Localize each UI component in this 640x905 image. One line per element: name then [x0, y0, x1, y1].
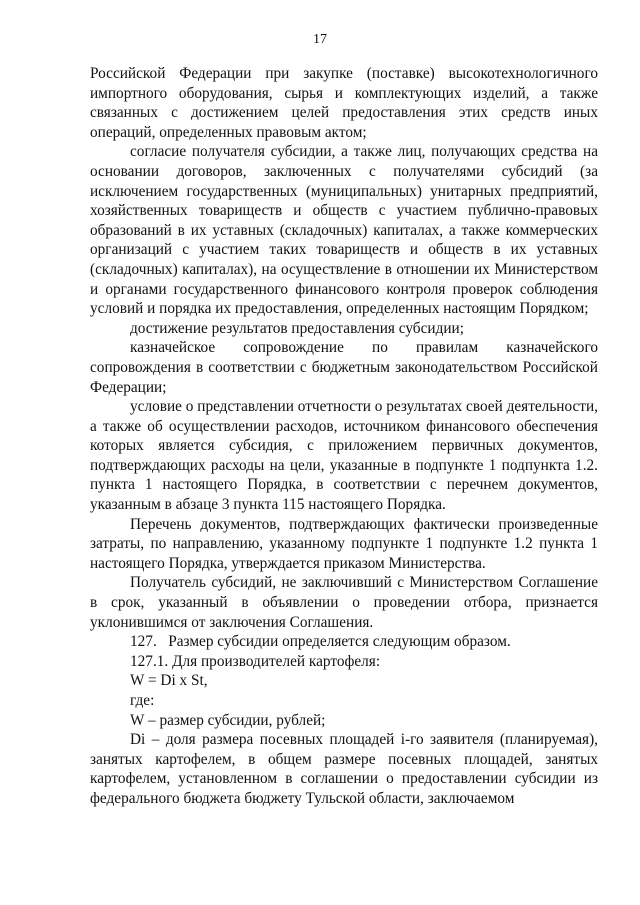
- paragraph-1: Российской Федерации при закупке (поставке) высокотехнологичного импортного оборудования, сырья и комплектующих изделий, а также связанных с достижением целей предоставления этих средств иных операций, определенных правовым актом;: [90, 65, 598, 141]
- page-number: 17: [313, 32, 327, 47]
- paragraph-2: согласие получателя субсидии, а также лиц, получающих средства на основании договоров, заключенных с получателями субсидий (за исключением государственных (муниципальных) унитарных предприятий, хозяйственных товариществ и обществ с участием публично-правовых образований в их уставных (складочных) капиталах, а также коммерческих организаций с участием таких товариществ и обществ в их уставных (складочных) капиталах), на осуществление в отношении их Министерством и органами государственного финансового контроля проверок соблюдения условий и порядка их предоставления, определенных настоящим Порядком;: [90, 143, 598, 318]
- paragraph-13: Di – доля размера посевных площадей i-го заявителя (планируемая), занятых картофелем, в общем размере посевных площадей, занятых картофелем, установленном в соглашении о предоставлении субсидии из федерального бюджета бюджету Тульской области, заключаемом: [90, 731, 598, 807]
- paragraph-7: Получатель субсидий, не заключивший с Министерством Соглашение в срок, указанный в объявлении о проведении отбора, признается уклонившимся от заключения Соглашения.: [90, 574, 598, 631]
- paragraph-3: достижение результатов предоставления субсидии;: [130, 319, 464, 337]
- paragraph-4: казначейское сопровождение по правилам казначейского сопровождения в соответствии с бюджетным законодательством Российской Федерации;: [90, 339, 598, 396]
- paragraph-8: 127. Размер субсидии определяется следующим образом.: [130, 633, 511, 651]
- paragraph-9: 127.1. Для производителей картофеля:: [130, 652, 381, 670]
- paragraph-6: Перечень документов, подтверждающих фактически произведенные затраты, по направлению, указанному подпункте 1 подпункте 1.2 пункта 1 настоящего Порядка, утверждается приказом Министерства.: [90, 515, 598, 572]
- document-body: [90, 64, 598, 809]
- paragraph-5: условие о представлении отчетности о результатах своей деятельности, а также об осуществлении расходов, источником финансового обеспечения которых является субсидия, с приложением первичных документов, подтверждающих расходы на цели, указанные в подпункте 1 подпункта 1.2. пункта 1 настоящего Порядка, в соответствии с перечнем документов, указанным в абзаце 3 пункта 115 настоящего Порядка.: [90, 398, 598, 514]
- paragraph-11: где:: [130, 692, 155, 709]
- formula-line: W = Di x St,: [130, 672, 208, 690]
- paragraph-12: W – размер субсидии, рублей;: [130, 711, 326, 729]
